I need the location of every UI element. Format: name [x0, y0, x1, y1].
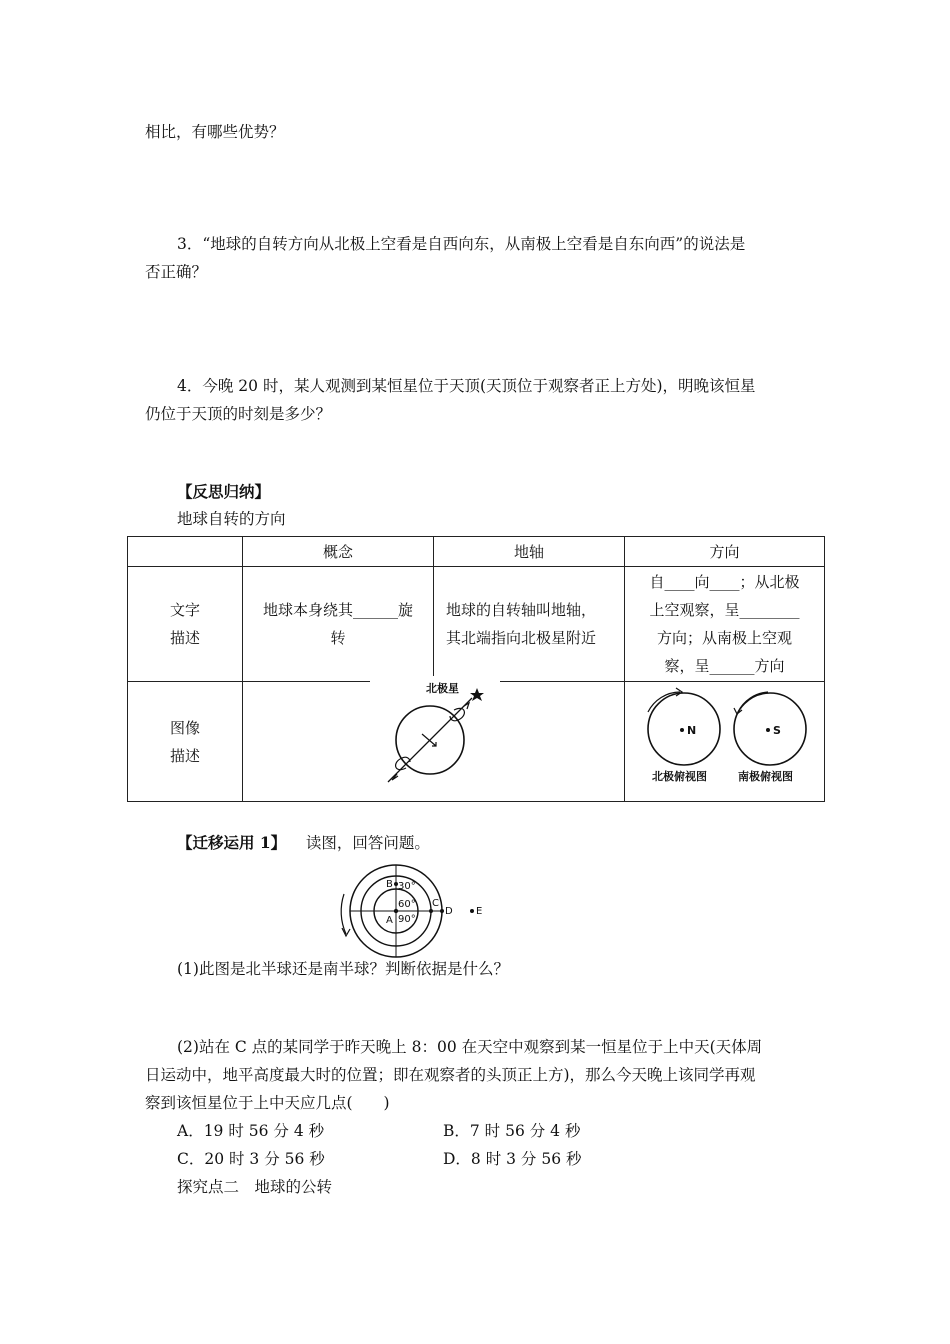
earth-axis-figure	[370, 676, 500, 794]
row-label-image-desc: 图像 描述	[128, 682, 243, 802]
south-view-caption: 南极俯视图	[738, 770, 793, 783]
label-60: 60°	[398, 899, 416, 910]
north-view-circle	[648, 693, 720, 765]
point-a-label: A	[386, 915, 393, 926]
table-header-empty	[128, 537, 243, 567]
south-s-label: S	[773, 724, 781, 737]
transfer-heading: 【迁移运用 1】 读图，回答问题。	[177, 833, 430, 852]
south-view-arrow-icon	[738, 692, 768, 712]
option-c: C．20 时 3 分 56 秒	[177, 1150, 325, 1168]
north-view-arrow-icon	[648, 692, 680, 712]
next-section-title: 探究点二 地球的公转	[177, 1178, 333, 1196]
south-view-circle	[734, 693, 806, 765]
transfer-q2-line-1: (2)站在 C 点的某同学于昨天晚上 8：00 在天空中观察到某一恒星位于上中天(天体周	[177, 1038, 763, 1056]
reflect-heading: 【反思归纳】	[177, 482, 271, 501]
question-3-line-2: 否正确？	[145, 263, 208, 281]
row-label-text-desc: 文字 描述	[128, 567, 243, 682]
point-d-label: D	[445, 906, 453, 917]
polaris-star-icon	[470, 688, 484, 701]
label-30: 30°	[398, 881, 416, 892]
point-b-label: B	[386, 879, 393, 890]
polar-views-figure	[630, 684, 820, 786]
transfer-q2-line-3: 察到该恒星位于上中天应几点( )	[145, 1094, 390, 1112]
polaris-label: 北极星	[426, 682, 459, 695]
text-line-1: 相比，有哪些优势？	[145, 123, 285, 141]
transfer-q1: (1)此图是北半球还是南半球？判断依据是什么？	[177, 960, 509, 978]
table-header-direction: 方向	[625, 537, 825, 567]
north-view-caption: 北极俯视图	[652, 770, 707, 783]
question-4-line-1: 4．今晚 20 时，某人观测到某恒星位于天顶(天顶位于观察者正上方处)，明晚该恒星	[177, 377, 756, 395]
option-b: B．7 时 56 分 4 秒	[443, 1122, 581, 1140]
label-90: 90°	[398, 914, 416, 925]
option-a: A．19 时 56 分 4 秒	[177, 1122, 325, 1140]
reflect-subheading: 地球自转的方向	[177, 510, 286, 528]
option-d: D．8 时 3 分 56 秒	[443, 1150, 582, 1168]
table-header-concept: 概念	[243, 537, 434, 567]
transfer-q2-line-2: 日运动中，地平高度最大时的位置；即在观察者的头顶正上方)，那么今天晚上该同学再观	[145, 1066, 756, 1084]
hemisphere-figure	[334, 864, 494, 960]
concept-cell: 地球本身绕其______旋 转	[243, 567, 434, 682]
rotation-arrow-icon	[341, 894, 346, 934]
point-e-label: E	[476, 906, 483, 917]
question-3-line-1: 3．“地球的自转方向从北极上空看是自西向东，从南极上空看是自东向西”的说法是	[177, 235, 746, 253]
direction-cell: 自____向____；从北极 上空观察，呈________ 方向；从南极上空观 察，呈______方向	[625, 567, 825, 682]
north-n-label: N	[687, 724, 697, 737]
axis-cell: 地球的自转轴叫地轴， 其北端指向北极星附近	[434, 567, 625, 682]
point-c-label: C	[432, 898, 439, 909]
question-4-line-2: 仍位于天顶的时刻是多少？	[145, 405, 332, 423]
table-header-axis: 地轴	[434, 537, 625, 567]
